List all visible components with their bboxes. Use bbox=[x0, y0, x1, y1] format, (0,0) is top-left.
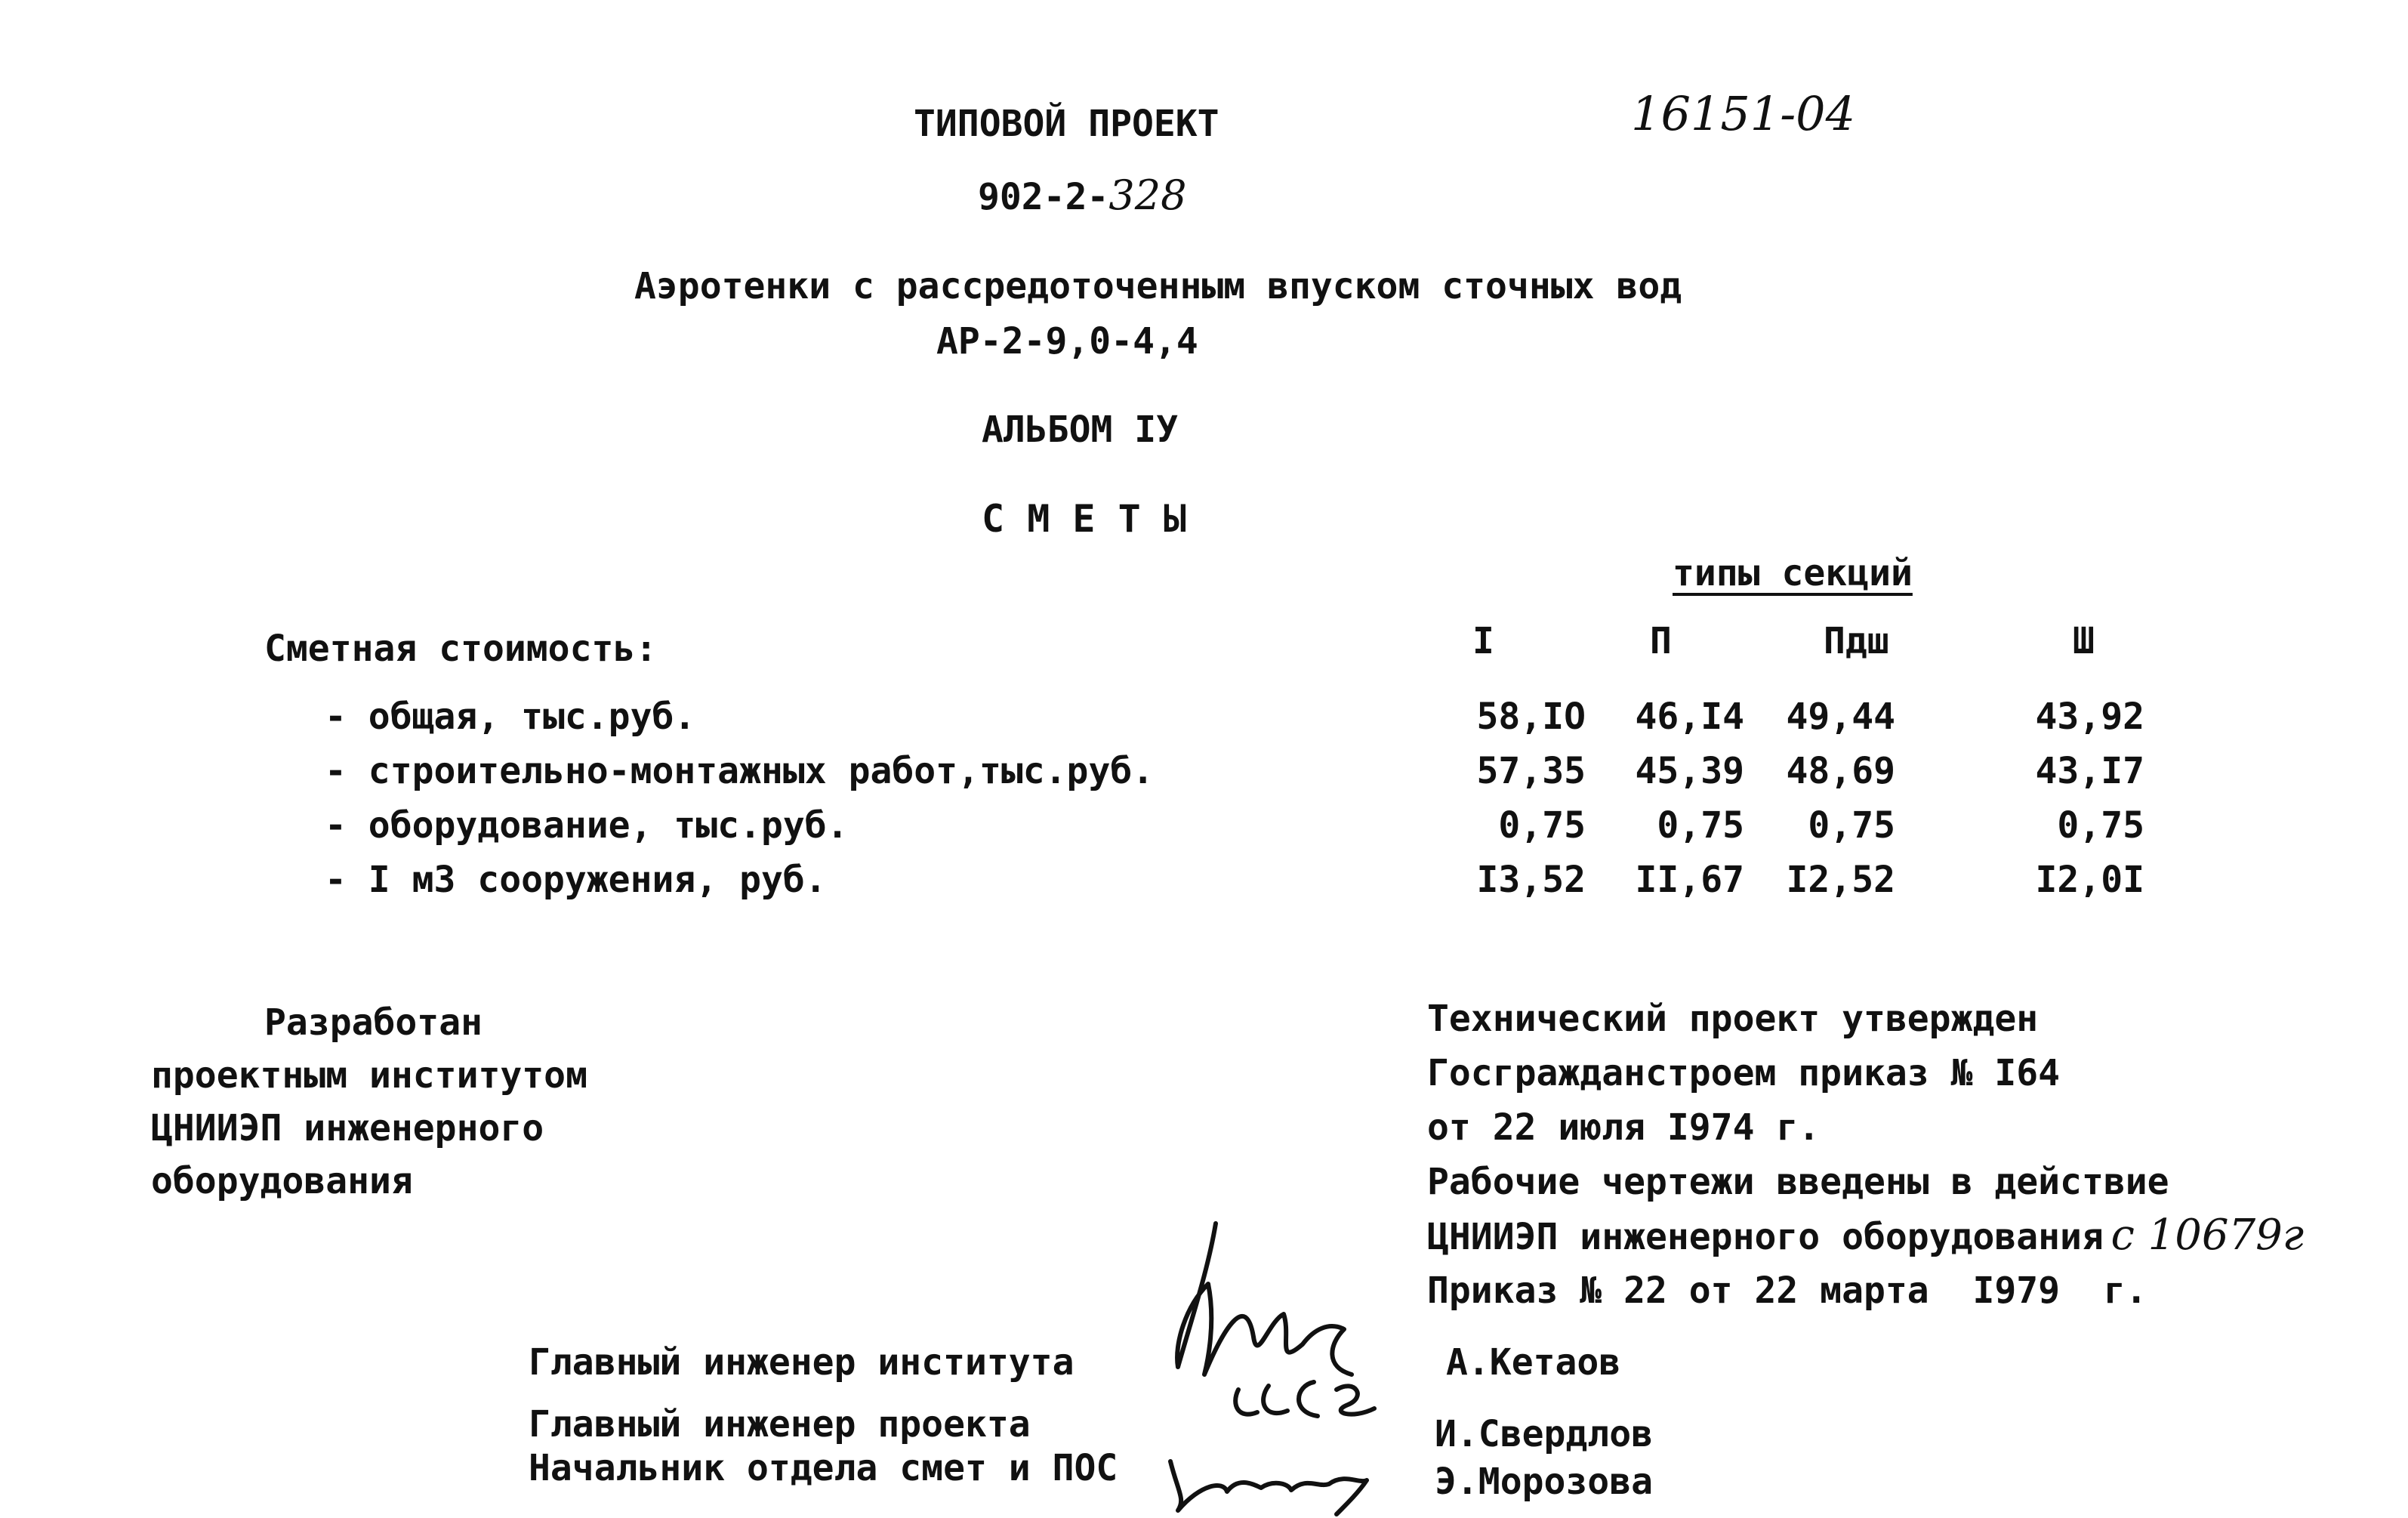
signatory-position: Главный инженер проекта bbox=[529, 1403, 1031, 1445]
column-header-3: Пдш bbox=[1824, 620, 1889, 662]
cost-cell: 0,75 bbox=[1808, 804, 1895, 847]
approval-line: Госгражданстроем приказ № I64 bbox=[1427, 1052, 2061, 1094]
project-type-heading: ТИПОВОЙ ПРОЕКТ bbox=[914, 103, 1219, 145]
cost-row-label: - общая, тыс.руб. bbox=[325, 696, 696, 738]
approval-line: Технический проект утвержден bbox=[1427, 998, 2039, 1040]
cost-cell: I2,52 bbox=[1786, 859, 1895, 901]
project-code bbox=[978, 171, 1187, 219]
cost-cell: 58,IO bbox=[1476, 696, 1586, 738]
section-heading: С М Е Т Ы bbox=[982, 497, 1186, 541]
developed-by-line: проектным институтом bbox=[151, 1054, 587, 1097]
signatory-position: Главный инженер института bbox=[529, 1341, 1075, 1384]
column-header-2: П bbox=[1650, 620, 1672, 662]
cost-cell: 57,35 bbox=[1476, 750, 1586, 792]
signatory-position: Начальник отдела смет и ПОС bbox=[529, 1447, 1118, 1489]
signatory-name: И.Свердлов bbox=[1435, 1413, 1653, 1455]
cost-cell: 0,75 bbox=[2057, 804, 2144, 847]
column-header-1: I bbox=[1472, 620, 1494, 662]
approval-date-handwritten: с 10679г bbox=[2110, 1211, 2305, 1260]
cost-cell: II,67 bbox=[1635, 859, 1744, 901]
signatory-name: А.Кетаов bbox=[1446, 1341, 1621, 1384]
signature-chief-engineer-project bbox=[1223, 1375, 1389, 1427]
cost-row-label: - строительно-монтажных работ,тыс.руб. bbox=[325, 750, 1155, 792]
album-heading: АЛЬБОМ IУ bbox=[982, 409, 1179, 451]
signature-head-estimates bbox=[1155, 1446, 1397, 1518]
cost-cell: I3,52 bbox=[1476, 859, 1586, 901]
cost-cell: I2,0I bbox=[2035, 859, 2144, 901]
cost-cell: 43,I7 bbox=[2035, 750, 2144, 792]
developed-by-line: оборудования bbox=[151, 1160, 413, 1202]
project-code-suffix: 328 bbox=[1108, 171, 1187, 219]
developed-by-line: ЦНИИЭП инженерного bbox=[151, 1107, 544, 1149]
cost-cell: 43,92 bbox=[2035, 696, 2144, 738]
cost-cell: 0,75 bbox=[1657, 804, 1744, 847]
document-title-line2: АР-2-9,0-4,4 bbox=[936, 320, 1198, 363]
document-title-line1: Аэротенки с рассредоточенным впуском сточных вод bbox=[634, 265, 1682, 307]
section-types-title: типы секций bbox=[1673, 552, 1913, 594]
registration-number: 16151-04 bbox=[1631, 86, 1856, 141]
project-code-prefix: 902-2- bbox=[978, 176, 1109, 218]
signatory-name: Э.Морозова bbox=[1435, 1461, 1653, 1503]
approval-org: ЦНИИЭП инженерного оборудования bbox=[1427, 1216, 2104, 1258]
approval-order-line: Приказ № 22 от 22 марта I979 г. bbox=[1427, 1270, 2147, 1312]
cost-row-label: - оборудование, тыс.руб. bbox=[325, 804, 849, 847]
cost-row-label: - I м3 сооружения, руб. bbox=[325, 859, 827, 901]
cost-cell: 48,69 bbox=[1786, 750, 1895, 792]
signature-chief-engineer-institute bbox=[1163, 1216, 1374, 1390]
column-header-4: Ш bbox=[2073, 620, 2095, 662]
developed-by-line: Разработан bbox=[264, 1001, 483, 1044]
approval-line: от 22 июля I974 г. bbox=[1427, 1106, 1821, 1149]
cost-cell: 49,44 bbox=[1786, 696, 1895, 738]
cost-label: Сметная стоимость: bbox=[264, 628, 658, 670]
cost-cell: 45,39 bbox=[1635, 750, 1744, 792]
approval-line: Рабочие чертежи введены в действие bbox=[1427, 1161, 2169, 1203]
cost-cell: 46,I4 bbox=[1635, 696, 1744, 738]
approval-line-5 bbox=[1427, 1211, 2305, 1260]
cost-cell: 0,75 bbox=[1498, 804, 1586, 847]
